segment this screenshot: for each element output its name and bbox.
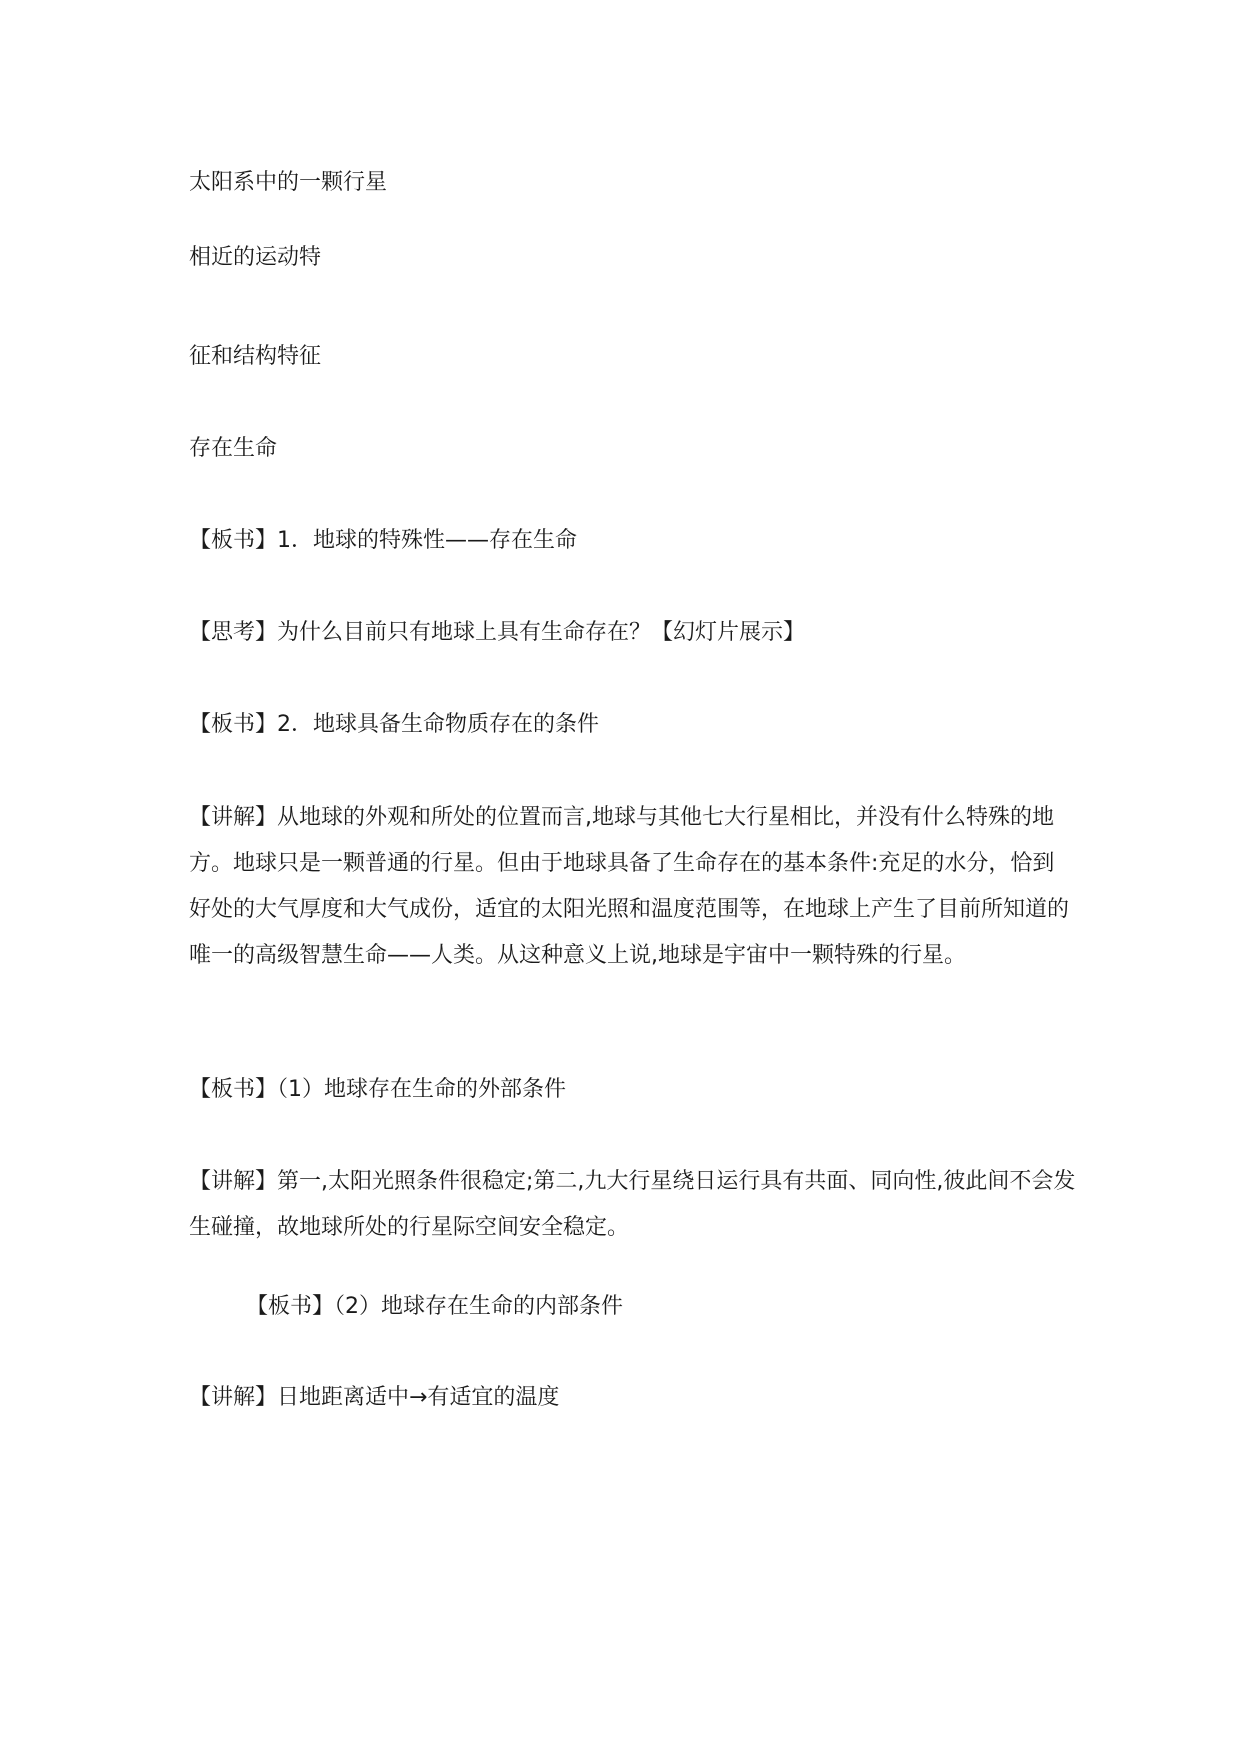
board-heading: 【板书】1．地球的特殊性——存在生命 bbox=[189, 528, 577, 553]
board-heading: 【板书】（2）地球存在生命的内部条件 bbox=[246, 1294, 623, 1319]
explanation-line: 【讲解】日地距离适中→有适宜的温度 bbox=[189, 1385, 560, 1410]
paragraph-line: 唯一的高级智慧生命——人类。从这种意义上说,地球是宇宙中一颗特殊的行星。 bbox=[189, 943, 966, 968]
text-line: 相近的运动特 bbox=[189, 245, 322, 270]
board-heading: 【板书】（1）地球存在生命的外部条件 bbox=[189, 1077, 566, 1102]
paragraph-line: 【讲解】从地球的外观和所处的位置而言,地球与其他七大行星相比，并没有什么特殊的地 bbox=[189, 805, 1054, 830]
text-line: 征和结构特征 bbox=[189, 344, 322, 369]
board-heading: 【板书】2．地球具备生命物质存在的条件 bbox=[189, 712, 599, 737]
text-line: 太阳系中的一颗行星 bbox=[189, 170, 388, 195]
paragraph-line: 方。地球只是一颗普通的行星。但由于地球具备了生命存在的基本条件:充足的水分，恰到 bbox=[189, 851, 1055, 876]
paragraph-line: 好处的大气厚度和大气成份，适宜的太阳光照和温度范围等，在地球上产生了目前所知道的 bbox=[189, 897, 1070, 922]
explanation-paragraph bbox=[189, 1159, 1076, 1251]
think-question: 【思考】为什么目前只有地球上具有生命存在？【幻灯片展示】 bbox=[189, 620, 806, 645]
explanation-paragraph bbox=[189, 795, 1069, 979]
text-line: 存在生命 bbox=[189, 436, 278, 461]
paragraph-line: 【讲解】第一,太阳光照条件很稳定;第二,九大行星绕日运行具有共面、同向性,彼此间不会发 bbox=[189, 1169, 1076, 1194]
paragraph-line: 生碰撞，故地球所处的行星际空间安全稳定。 bbox=[189, 1215, 630, 1240]
